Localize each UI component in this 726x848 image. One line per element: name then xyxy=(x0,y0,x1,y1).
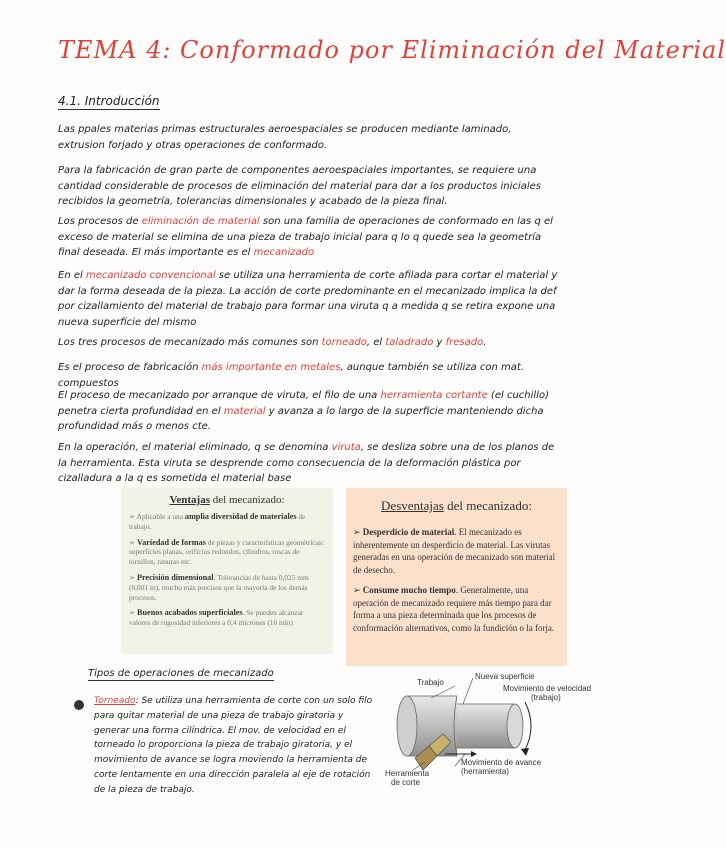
p6-highlight: más importante en metales xyxy=(201,362,341,373)
p3-highlight-eliminacion: eliminación de material xyxy=(141,216,260,227)
p6-text-a: Es el proceso de fabricación xyxy=(58,362,202,373)
workpiece-machined xyxy=(457,704,515,748)
p5-taladrado: taladrado xyxy=(385,337,434,348)
label-velocidad: Movimiento de velocidad xyxy=(503,684,592,693)
p7-text-c: (el cuchillo) penetra cierta profundidad en el xyxy=(58,390,549,417)
p4-text-c: se utiliza una herramienta de corte afilada para cortar el material y dar la forma deseada de la pieza. La acción de corte predominante en el mecanizado implica la def por cizallamiento del material de trabajo para formar una viruta q a medida q se retira expone una nueva superficie del mismo xyxy=(58,270,558,328)
feed-arrow-icon xyxy=(471,751,477,757)
p5-text-c: , el xyxy=(366,337,386,348)
desventajas-title: Desventajas del mecanizado: xyxy=(381,498,532,513)
ventaja-item: ➢ Variedad de formas de piezas y características geométricas: superficies planas, orificios redondos, cilindros, roscas de tornillos, ranuras etc. xyxy=(129,537,324,567)
label-herramienta: Herramienta xyxy=(385,769,430,778)
torneado-paragraph xyxy=(94,694,379,798)
p5-text-g: . xyxy=(483,337,487,348)
p4-text-a: En el xyxy=(58,270,86,281)
p5-torneado: torneado xyxy=(321,337,367,348)
label-nueva-superficie: Nueva superficie xyxy=(475,672,535,681)
ventaja-item: ➢ Aplicable a una amplia diversidad de materiales de trabajo. xyxy=(129,512,306,531)
p4-highlight: mecanizado convencional xyxy=(85,270,216,281)
label-avance-2: (herramienta) xyxy=(461,767,510,776)
p5-fresado: fresado xyxy=(445,337,484,348)
desventaja-item: ➢ Desperdicio de material. El mecanizado es inherentemente un desperdicio de material. Las virutas generadas en una operación de mecanizado son material de desecho. xyxy=(353,527,556,575)
p3-text-a: Los procesos de xyxy=(58,216,142,227)
tipos-heading: Tipos de operaciones de mecanizado xyxy=(88,668,274,679)
ventaja-item: ➢ Buenos acabados superficiales. Se pueden alcanzar valores de rugosidad inferiores a 0,4 micrones (16 min) xyxy=(129,608,304,628)
label-de-corte: de corte xyxy=(391,778,420,787)
ventajas-box xyxy=(121,488,333,654)
p6-text-c: , aunque también se utiliza con mat. compuestos xyxy=(58,362,524,389)
desventaja-item: ➢ Consume mucho tiempo. Generalmente, una operación de mecanizado requiere más tiempo para dar forma a una pieza determinada que los procesos de conformación alternativos, como la fundición o la forja. xyxy=(353,585,555,633)
paragraph-6 xyxy=(58,360,558,391)
p8-text-c: , se desliza sobre una de los planos de la herramienta. Esta viruta se desprende como consecuencia de la deformación plástica por cizalladura a la q es sometida el material base xyxy=(58,442,555,484)
p7-material: material xyxy=(223,405,266,417)
paragraph-2: Para la fabricación de gran parte de componentes aeroespaciales importantes, se requiere una cantidad considerable de procesos de eliminación del material para dar a los productos iniciales recibidos la geometría, tolerancias dimensionales y acabado de la pieza final. xyxy=(58,165,541,207)
paragraph-8 xyxy=(58,440,558,487)
label-avance: Movimiento de avance xyxy=(461,758,542,767)
paragraph-1: Las ppales materias primas estructurales aeroespaciales se producen mediante laminado, extrusion forjado y otras operaciones de conformado. xyxy=(58,124,512,151)
paragraph-3 xyxy=(58,214,558,261)
label-velocidad-2: (trabajo) xyxy=(531,693,561,702)
label-trabajo: Trabajo xyxy=(417,678,444,687)
bullet-icon xyxy=(74,700,84,710)
torneado-text: : Se utiliza una herramienta de corte con un solo filo para quitar material de una pieza de trabajo giratoria y generar una forma cilíndrica. El mov. de velocidad en el torneado lo proporciona la pieza de trabajo giratoria, y el movimiento de avance se logra moviendo la herramienta de corte lentamente en una dirección paralela al eje de rotación de la pieza de trabajo. xyxy=(94,696,373,795)
p8-text-a: En la operación, el material eliminado, q se denomina xyxy=(58,442,332,453)
paragraph-5 xyxy=(58,335,558,351)
page-title: TEMA 4: Conformado por Eliminación del Material xyxy=(58,36,726,64)
turning-diagram xyxy=(385,666,600,796)
p5-text-a: Los tres procesos de mecanizado más comunes son xyxy=(58,337,322,348)
torneado-label: Torneado xyxy=(94,696,136,706)
p7-text-a: El proceso de mecanizado por arranque de viruta, el filo de una xyxy=(58,390,381,401)
rotation-arrow-icon xyxy=(525,702,531,750)
p5-text-e: y xyxy=(433,337,446,348)
paragraph-7 xyxy=(58,388,558,435)
p8-viruta: viruta xyxy=(331,442,361,453)
ventajas-title: Ventajas del mecanizado: xyxy=(169,494,285,506)
ventaja-item: ➢ Precisión dimensional. Tolerancias de hasta 0,025 mm (0,001 in), mucho más precisos que la mayoría de los demás procesos. xyxy=(129,572,309,602)
paragraph-4 xyxy=(58,268,558,330)
p3-highlight-mecanizado: mecanizado xyxy=(253,247,315,258)
p7-herramienta: herramienta cortante xyxy=(380,390,488,401)
p3-text-c: son una familia de operaciones de conformado en las q el exceso de material se elimina de una pieza de trabajo inicial para q lo q quede sea la geometría final deseada. El más importante es el xyxy=(58,216,553,258)
p7-text-e: y avanza a lo largo de la superficie manteniendo dicha profundidad más o menos cte. xyxy=(58,405,544,432)
desventajas-box xyxy=(346,488,567,666)
section-heading: 4.1. Introducción xyxy=(58,94,160,108)
